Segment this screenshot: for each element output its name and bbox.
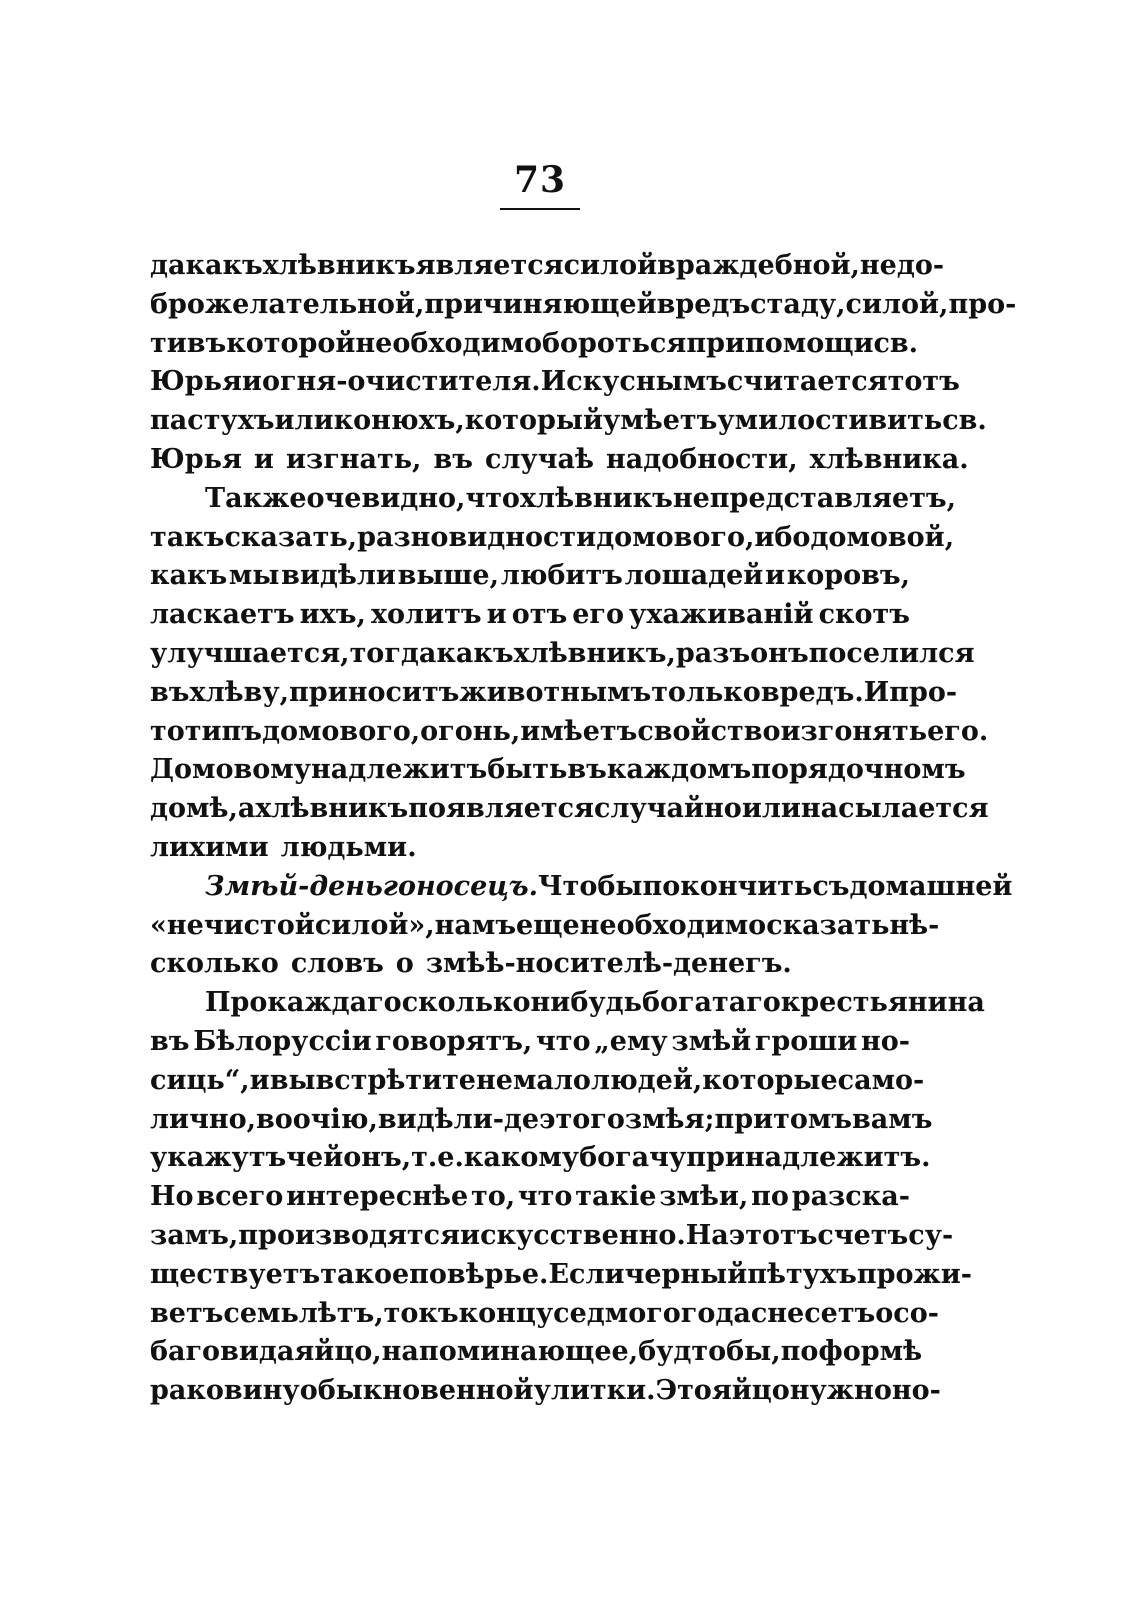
word: враждебной, [657, 250, 860, 281]
word: напоминающее, [381, 1336, 639, 1368]
word: домового, [261, 715, 421, 747]
word: очевидно, [306, 482, 466, 514]
word: по [751, 1181, 789, 1213]
word: вида [220, 1336, 295, 1368]
word: лошадей [624, 560, 764, 592]
word: каждомъ [606, 754, 752, 786]
word: концу [458, 1297, 554, 1329]
word: Домовому [150, 754, 311, 786]
word: сказать, [224, 521, 358, 553]
word: животнымъ [459, 676, 652, 708]
word: умѣетъ [603, 405, 718, 437]
word: вамъ [852, 1103, 933, 1135]
word: случаѣ [484, 443, 594, 475]
word: стаду, [750, 288, 846, 320]
word: надобности, [605, 443, 798, 475]
word: не [672, 482, 710, 514]
word: Но [150, 1181, 194, 1213]
text-line [150, 557, 910, 596]
word: умилостивить [717, 405, 943, 437]
word: недо- [859, 250, 945, 281]
word: въ [433, 443, 473, 475]
word: немало [476, 1064, 591, 1096]
word: помощи [745, 327, 874, 359]
word: томъ [773, 1103, 853, 1135]
word: или [741, 793, 801, 825]
word: хлѣвникъ [262, 250, 416, 281]
word: разъ [675, 637, 751, 669]
word: какъ [185, 250, 263, 281]
word: и [765, 560, 786, 592]
text-line [150, 325, 919, 364]
word: то, [470, 1181, 516, 1213]
word: нужно [789, 1375, 892, 1407]
word: и [249, 1064, 270, 1096]
word: само- [837, 1064, 925, 1096]
text-line [150, 247, 945, 286]
word: тотъ [887, 366, 960, 398]
word: необходимо [355, 327, 542, 359]
word: по [780, 1336, 819, 1368]
word: такое [320, 1258, 410, 1290]
word: онъ [750, 637, 809, 669]
word: но- [861, 1025, 910, 1057]
word: и [253, 443, 274, 475]
word: снесетъ [750, 1297, 876, 1329]
word: ласкаетъ [150, 599, 295, 631]
word: года [680, 1297, 751, 1329]
word: Юрья [150, 443, 242, 475]
word: домѣ, [150, 793, 238, 825]
word: которой [226, 327, 356, 359]
word: коровъ, [786, 560, 910, 592]
text-line [150, 945, 910, 984]
word: ихъ, [299, 599, 366, 631]
word: про- [889, 676, 958, 708]
word: Также [205, 482, 307, 514]
word: силой», [314, 909, 435, 941]
word: такъ [150, 521, 225, 553]
word: видѣли-де [377, 1103, 540, 1135]
word: брожелательной, [150, 288, 425, 320]
word: лично, [150, 1103, 256, 1135]
word: всего [196, 1181, 284, 1213]
word: хлѣвника. [809, 443, 969, 475]
word: поселился [808, 637, 975, 669]
word: богачу [579, 1142, 687, 1174]
word: хлѣвникъ, [513, 637, 676, 669]
text-line [150, 790, 989, 829]
word: хлѣву, [189, 676, 290, 708]
word: вы [269, 1064, 316, 1096]
body-text [150, 247, 1017, 1411]
word: воочію, [256, 1103, 378, 1135]
text-line [150, 519, 955, 558]
page-number: 73 [513, 159, 567, 201]
word: змѣѣ-носителѣ-денегъ. [425, 948, 792, 980]
word: ухаживаній [629, 599, 814, 631]
word: бы, [726, 1336, 781, 1368]
word: что [536, 1025, 591, 1057]
word: сказать [766, 909, 890, 941]
word: каждаго [267, 987, 402, 1019]
word: принадлежитъ. [686, 1142, 931, 1174]
text-line [150, 1023, 910, 1062]
word: богатаго [641, 987, 781, 1019]
text-line [150, 1372, 941, 1411]
word: надлежитъ [311, 754, 488, 786]
text-line [150, 441, 969, 480]
word: баго [150, 1336, 221, 1368]
word: яйцо, [294, 1336, 382, 1368]
word: яйцо [711, 1375, 790, 1407]
word: въ [567, 754, 607, 786]
word: причиняющей [424, 288, 657, 320]
text-line [150, 868, 1013, 907]
word: силой, [845, 288, 949, 320]
word: или [274, 405, 334, 437]
word: повѣрье. [409, 1258, 549, 1290]
word: который [464, 405, 604, 437]
word: въ [150, 1025, 190, 1057]
word: И [863, 676, 890, 708]
word: словъ [290, 948, 384, 980]
word: о [395, 948, 414, 980]
word: хлѣвникъ [519, 482, 673, 514]
word: про- [948, 288, 1017, 320]
word: съ [812, 870, 850, 902]
word: обыкновенной [299, 1375, 534, 1407]
word: изгнать, [285, 443, 422, 475]
word: гроши [754, 1025, 858, 1057]
word: намъ [434, 909, 517, 941]
word: домашней [849, 870, 1013, 902]
text-line [150, 1217, 954, 1256]
text-line [150, 829, 910, 868]
word: св. [873, 327, 919, 359]
word: его. [927, 715, 989, 747]
word: необходимо [579, 909, 767, 941]
word: что [517, 1181, 573, 1213]
word: пѣтухъ [747, 1258, 857, 1290]
text-line [150, 1178, 910, 1217]
word: конюхъ, [333, 405, 465, 437]
word: при [714, 1103, 774, 1135]
word: какъ [150, 560, 228, 592]
text-line [150, 1101, 933, 1140]
word: людей, [590, 1064, 703, 1096]
text-line [150, 907, 940, 946]
word: св. [942, 405, 987, 437]
word: порядочномъ [751, 754, 966, 786]
word: встрѣтите [315, 1064, 476, 1096]
word: искусственно. [460, 1219, 686, 1251]
word: приноситъ [289, 676, 460, 708]
word: что [465, 482, 520, 514]
word: въ [150, 676, 190, 708]
word: бороться [541, 327, 687, 359]
word: улучшается, [150, 637, 350, 669]
word: вредъ. [760, 676, 864, 708]
text-line [150, 751, 966, 790]
word: появляется [408, 793, 594, 825]
word: при [686, 327, 745, 359]
text-line [150, 1333, 923, 1372]
word: будто [638, 1336, 727, 1368]
word: Искуснымъ [540, 366, 727, 398]
word: этого [539, 1103, 625, 1135]
word: ветъ [150, 1297, 224, 1329]
word: производятся [238, 1219, 461, 1251]
word: выше, [397, 560, 500, 592]
word: только [651, 676, 761, 708]
word: сколько [401, 987, 531, 1019]
word: крестьянина [780, 987, 985, 1019]
word: сиць“, [150, 1064, 250, 1096]
word: къ [418, 1297, 459, 1329]
word: случайно [594, 793, 742, 825]
word: Бѣлоруссіи [193, 1025, 372, 1057]
word: холитъ [370, 599, 482, 631]
text-line [150, 480, 957, 519]
word: Чтобы [538, 870, 643, 902]
word: На [685, 1219, 729, 1251]
word: Юрья [150, 366, 242, 398]
word: тогда [349, 637, 437, 669]
text-line [150, 674, 958, 713]
word: лѣтъ, [298, 1297, 384, 1329]
word: формѣ [818, 1336, 923, 1368]
word: семь [223, 1297, 299, 1329]
word: но- [891, 1375, 941, 1407]
word: змѣй [671, 1025, 752, 1057]
word: считается [726, 366, 888, 398]
text-line [150, 1062, 925, 1101]
word: еще [516, 909, 580, 941]
word: е. [437, 1142, 464, 1174]
word: чей [286, 1142, 344, 1174]
word: быть [487, 754, 568, 786]
word: да [150, 250, 186, 281]
word: лихими [150, 831, 269, 863]
text-line [150, 984, 985, 1023]
page-number-rule [500, 208, 580, 210]
text-line [150, 1139, 931, 1178]
word: черный [624, 1258, 748, 1290]
word: улитки. [533, 1375, 656, 1407]
word: Змѣй-деньгоносецъ. [205, 870, 538, 902]
word: т. [411, 1142, 438, 1174]
word: имѣетъ [520, 715, 638, 747]
word: и [241, 366, 262, 398]
word: изгонять [780, 715, 928, 747]
text-line [150, 286, 1017, 325]
word: этотъ [728, 1219, 818, 1251]
word: людьми. [280, 831, 417, 863]
text-line [150, 635, 975, 674]
word: какому [463, 1142, 580, 1174]
word: разновидности [357, 521, 597, 553]
text-line [150, 596, 910, 635]
word: «нечистой [150, 909, 315, 941]
word: свойство [637, 715, 781, 747]
word: замъ, [150, 1219, 239, 1251]
word: насылается [800, 793, 989, 825]
word: тотипъ [150, 715, 262, 747]
word: огня-очистителя. [261, 366, 541, 398]
word: разска- [791, 1181, 910, 1213]
word: сколько [150, 948, 279, 980]
word: мы [228, 560, 280, 592]
word: домовой, [810, 521, 955, 553]
word: любитъ [500, 560, 623, 592]
word: седмого [553, 1297, 681, 1329]
word: его [572, 599, 624, 631]
text-line [150, 363, 960, 402]
word: покончить [642, 870, 813, 902]
word: нибудь [530, 987, 642, 1019]
word: вредъ [656, 288, 751, 320]
word: змѣя; [624, 1103, 715, 1135]
word: Если [548, 1258, 625, 1290]
word: тивъ [150, 327, 227, 359]
word: говорятъ, [375, 1025, 533, 1057]
word: видѣли [281, 560, 396, 592]
word: является [415, 250, 564, 281]
text-line [150, 713, 989, 752]
word: Это [655, 1375, 712, 1407]
word: укажутъ [150, 1142, 287, 1174]
word: „ему [594, 1025, 668, 1057]
word: скотъ [818, 599, 910, 631]
word: хлѣвникъ [255, 793, 409, 825]
word: ибо [754, 521, 811, 553]
word: счетъ [817, 1219, 909, 1251]
text-line [150, 1295, 939, 1334]
word: пастухъ [150, 405, 275, 437]
word: отъ [511, 599, 568, 631]
word: ществуетъ [150, 1258, 321, 1290]
word: нѣ- [889, 909, 940, 941]
word: Про [205, 987, 268, 1019]
text-line [150, 1256, 972, 1295]
word: интереснѣе [286, 1181, 469, 1213]
word: которые [702, 1064, 838, 1096]
word: огонь, [420, 715, 521, 747]
word: силой [563, 250, 658, 281]
word: домового, [596, 521, 755, 553]
word: а [237, 793, 256, 825]
word: осо- [875, 1297, 939, 1329]
word: су- [908, 1219, 954, 1251]
word: то [383, 1297, 419, 1329]
word: онъ, [343, 1142, 412, 1174]
word: какъ [436, 637, 514, 669]
text-line [150, 402, 987, 441]
word: змѣи, [659, 1181, 749, 1213]
word: раковину [150, 1375, 300, 1407]
word: прожи- [856, 1258, 972, 1290]
word: такіе [575, 1181, 657, 1213]
word: и [486, 599, 507, 631]
word: представляетъ, [709, 482, 957, 514]
